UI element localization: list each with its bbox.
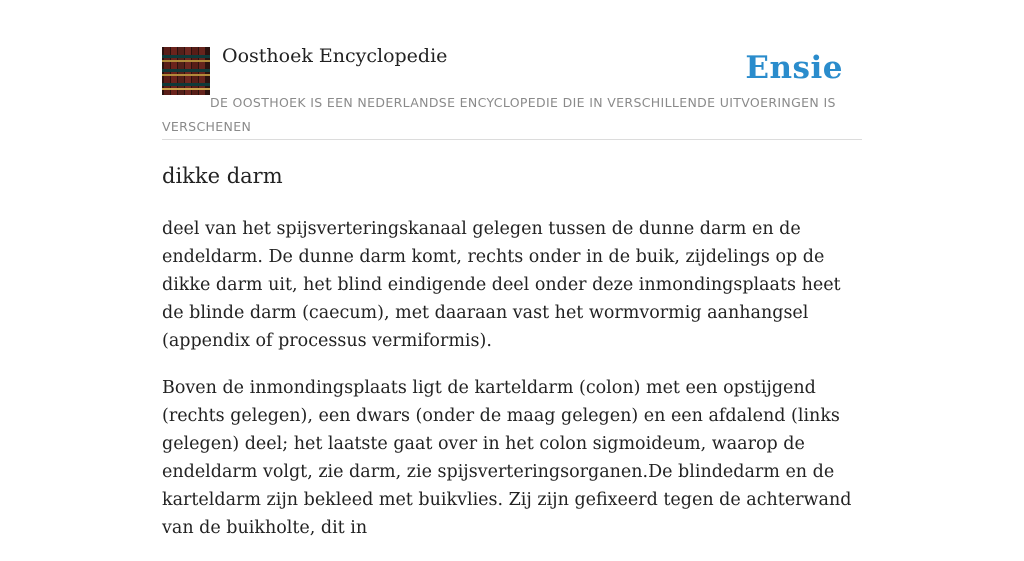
site-tagline: DE OOSTHOEK IS EEN NEDERLANDSE ENCYCLOPEDIE DIE IN VERSCHILLENDE UITVOERINGEN IS VERSCHENEN [162, 95, 836, 134]
content-column [162, 0, 862, 538]
site-header [162, 0, 862, 140]
brand-logo[interactable]: Ensie [745, 50, 843, 86]
entry-paragraph: deel van het spijsverteringskanaal gelegen tussen de dunne darm en de endeldarm. De dunne darm komt, rechts onder in de buik, zijdelings op de dikke darm uit, het blind eindigende deel onder deze inmondingsplaats heet de blinde darm (caecum), met daaraan vast het wormvormig aanhangsel (appendix of processus vermiformis). [162, 219, 841, 351]
encyclopedia-books-icon [162, 47, 210, 95]
site-title[interactable]: Oosthoek Encyclopedie [222, 45, 448, 67]
entry-paragraph: Boven de inmondingsplaats ligt de karteldarm (colon) met een opstijgend (rechts gelegen), een dwars (onder de maag gelegen) en een afdalend (links gelegen) deel; het laatste gaat over in het colon sigmoideum, waarop de endeldarm volgt, zie darm, zie spijsverteringsorganen.De blindedarm en de karteldarm zijn bekleed met buikvlies. Zij zijn gefixeerd tegen de achterwand van de buikholte, dit in [162, 378, 852, 538]
entry-body [162, 215, 862, 561]
site-avatar[interactable] [162, 47, 210, 95]
entry-title: dikke darm [162, 164, 283, 188]
